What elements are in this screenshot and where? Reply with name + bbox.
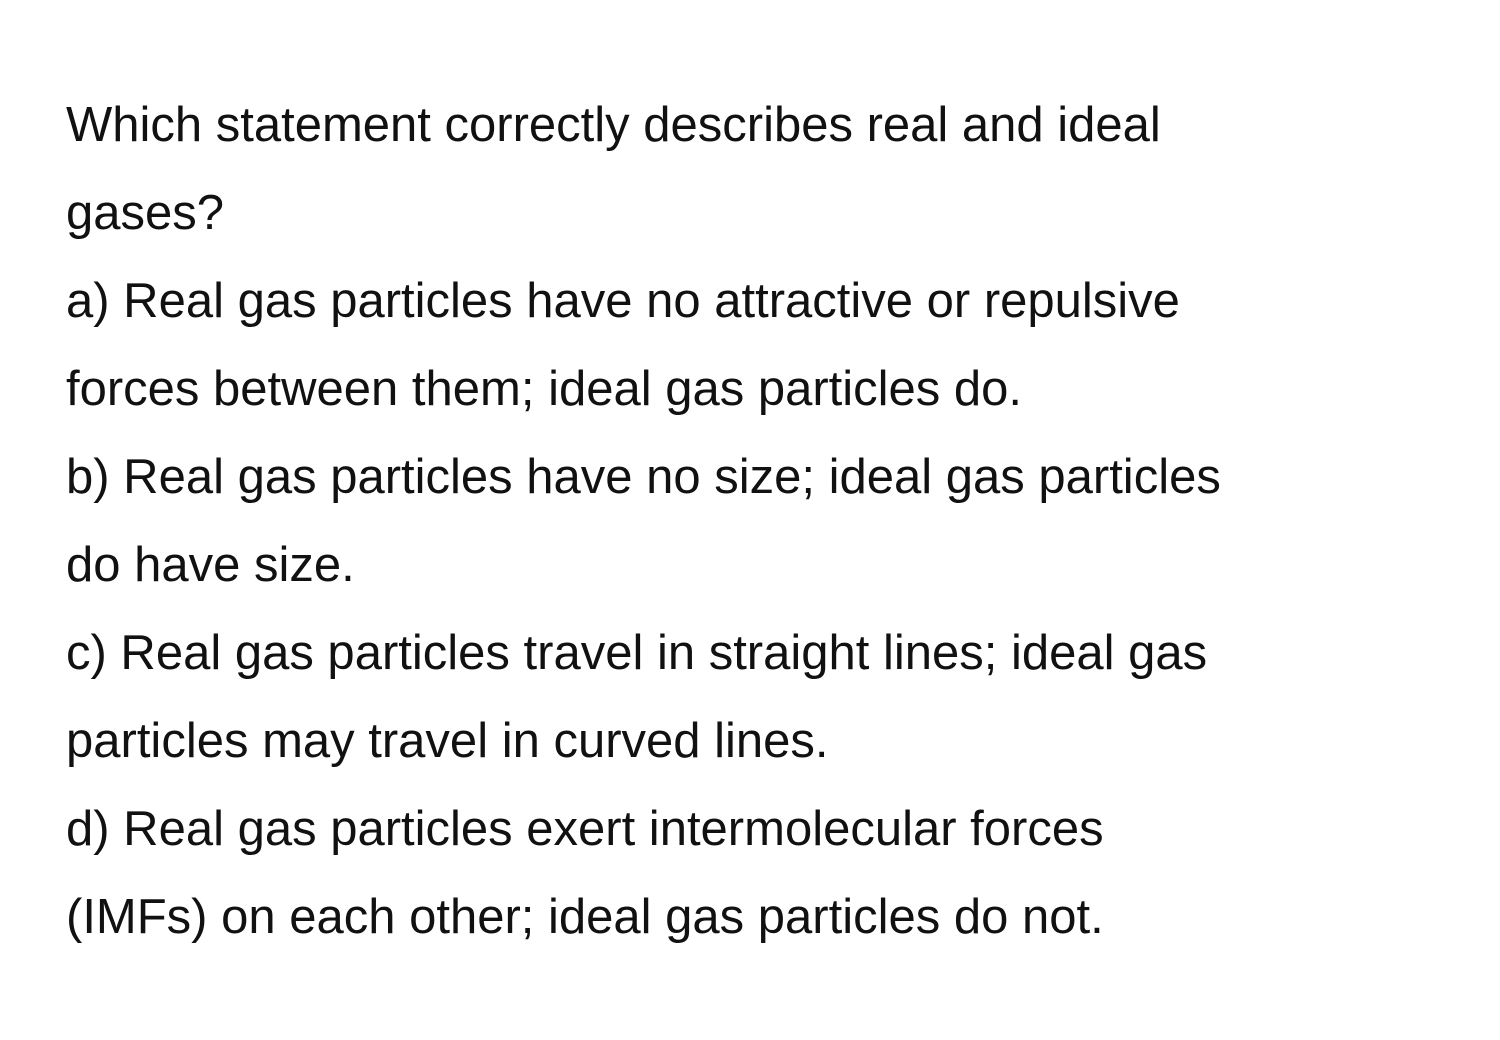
option-line: c) Real gas particles travel in straight lines; ideal gas [66, 626, 1208, 680]
option-line: d) Real gas particles exert intermolecular forces [66, 802, 1104, 856]
option-line: forces between them; ideal gas particles do. [66, 362, 1023, 416]
question-text [66, 81, 1486, 257]
question-line: Which statement correctly describes real and ideal [66, 98, 1161, 152]
question-line: gases? [66, 186, 225, 240]
option-line: a) Real gas particles have no attractive or repulsive [66, 274, 1180, 328]
option-line: particles may travel in curved lines. [66, 714, 829, 768]
option-line: b) Real gas particles have no size; ideal gas particles [66, 450, 1221, 504]
answer-option-c [66, 609, 1486, 785]
answer-option-b [66, 433, 1486, 609]
answer-option-d [66, 785, 1486, 961]
option-line: (IMFs) on each other; ideal gas particles do not. [66, 890, 1104, 944]
answer-option-a [66, 257, 1486, 433]
option-line: do have size. [66, 538, 355, 592]
question-document [66, 81, 1486, 961]
